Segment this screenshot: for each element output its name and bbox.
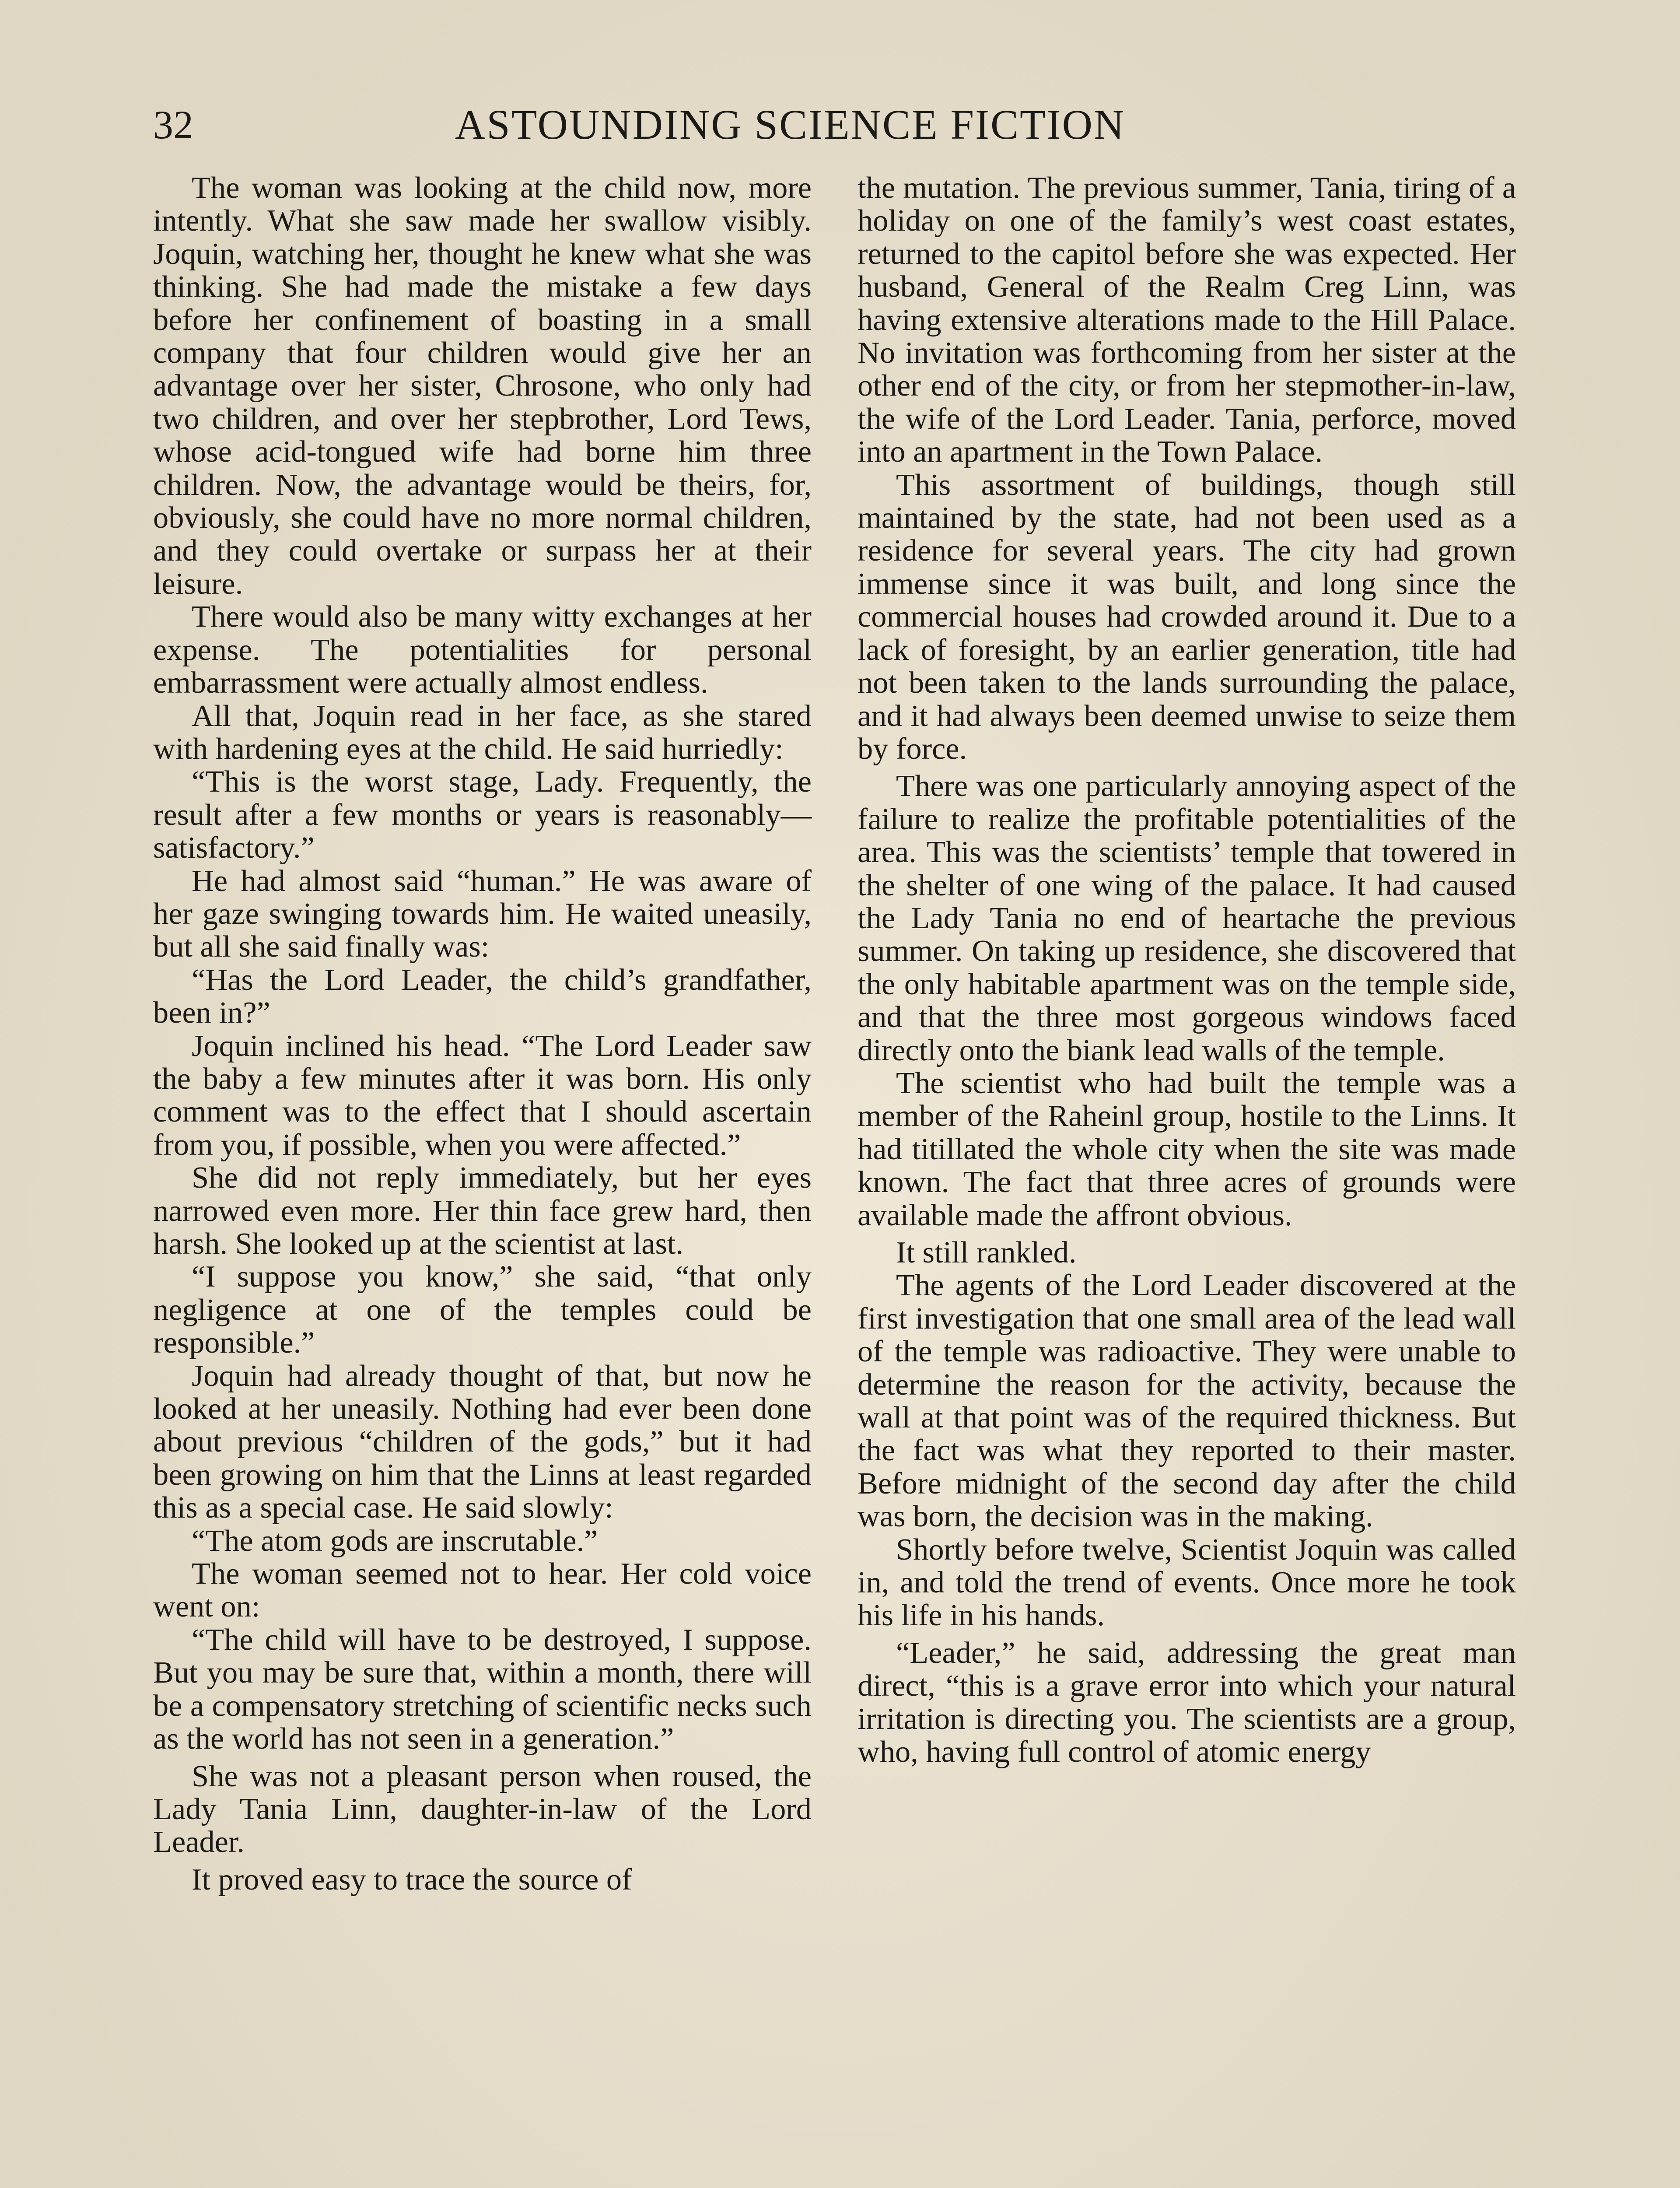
paragraph: He had almost said “human.” He was aware of her gaze swinging towards him. He waited uneasily, but all she said finally was: bbox=[153, 863, 812, 964]
paragraph: It proved easy to trace the source of bbox=[192, 1862, 632, 1897]
paragraph: “I suppose you know,” she said, “that only negligence at one of the temples could be responsible.” bbox=[153, 1259, 812, 1360]
paragraph: “Has the Lord Leader, the child’s grandfather, been in?” bbox=[153, 962, 812, 1030]
paragraph: It still rankled. bbox=[896, 1235, 1077, 1269]
paragraph: Shortly before twelve, Scientist Joquin was called in, and told the trend of events. Once more he took his life in his hands. bbox=[858, 1532, 1516, 1633]
paragraph: Joquin had already thought of that, but now he looked at her uneasily. Nothing had ever been done about previous “children of the gods,” but it had been growing on him that the Linns at least regarded this as a special case. He said slowly: bbox=[153, 1358, 812, 1525]
paragraph: The agents of the Lord Leader discovered at the first investigation that one small area of the lead wall of the temple was radioactive. They were unable to determine the reason for the activity, because the wall at that point was of the required thickness. But the fact was what they reported to their master. Before midnight of the second day after the child was born, the decision was in the making. bbox=[858, 1268, 1516, 1534]
right-column bbox=[858, 172, 1516, 1769]
paragraph: All that, Joquin read in her face, as she stared with hardening eyes at the child. He said hurriedly: bbox=[153, 698, 812, 766]
paragraph: the mutation. The previous summer, Tania, tiring of a holiday on one of the family’s west coast estates, returned to the capitol before she was expected. Her husband, General of the Realm Creg Linn, was having extensive alterations made to the Hill Palace. No invitation was forthcoming from her sister at the other end of the city, or from her stepmother-in-law, the wife of the Lord Leader. Tania, perforce, moved into an apartment in the Town Palace. bbox=[858, 171, 1516, 469]
paragraph: The scientist who had built the temple was a member of the Raheinl group, hostile to the Linns. It had titillated the whole city when the site was made known. The fact that three acres of grounds were available made the affront obvious. bbox=[858, 1066, 1516, 1232]
left-column bbox=[153, 172, 812, 1896]
paragraph: “Leader,” he said, addressing the great man direct, “this is a grave error into which your natural irritation is directing you. The scientists are a group, who, having full control of atomic energy bbox=[858, 1635, 1516, 1769]
paragraph: “The atom gods are inscrutable.” bbox=[192, 1523, 598, 1558]
paragraph: There was one particularly annoying aspect of the failure to realize the profitable potentialities of the area. This was the scientists’ temple that towered in the shelter of one wing of the palace. It had caused the Lady Tania no end of heartache the previous summer. On taking up residence, she discovered that the only habitable apartment was on the temple side, and that the three most gorgeous windows faced directly onto the biank lead walls of the temple. bbox=[858, 769, 1516, 1067]
paragraph: Joquin inclined his head. “The Lord Leader saw the baby a few minutes after it was born. His only comment was to the effect that I should ascertain from you, if possible, when you were affected.” bbox=[153, 1028, 812, 1162]
paragraph: This assortment of buildings, though still maintained by the state, had not been used as a residence for several years. The city had grown immense since it was built, and long since the commercial houses had crowded around it. Due to a lack of foresight, by an earlier generation, title had not been taken to the lands surrounding the palace, and it had always been deemed unwise to seize them by force. bbox=[858, 467, 1516, 766]
page-number: 32 bbox=[153, 102, 193, 147]
paragraph: “The child will have to be destroyed, I suppose. But you may be sure that, within a month, there will be a compensatory stretching of scientific necks such as the world has not seen in a generation.” bbox=[153, 1622, 812, 1756]
paragraph: She did not reply immediately, but her eyes narrowed even more. Her thin face grew hard, then harsh. She looked up at the scientist at last. bbox=[153, 1161, 812, 1261]
page-header bbox=[153, 94, 1544, 164]
paragraph: The woman seemed not to hear. Her cold voice went on: bbox=[153, 1557, 812, 1624]
paragraph: The woman was looking at the child now, more intently. What she saw made her swallow visibly. Joquin, watching her, thought he knew what she was thinking. She had made the mistake a few days before her confinement of boasting in a small company that four children would give her an advantage over her sister, Chrosone, who only had two children, and over her stepbrother, Lord Tews, whose acid-tongued wife had borne him three children. Now, the advantage would be theirs, for, obviously, she could have no more normal children, and they could overtake or surpass her at their leisure. bbox=[153, 171, 812, 601]
paragraph: She was not a pleasant person when roused, the Lady Tania Linn, daughter-in-law of the Lord Leader. bbox=[153, 1759, 812, 1859]
running-head: ASTOUNDING SCIENCE FICTION bbox=[455, 101, 1126, 148]
paragraph: “This is the worst stage, Lady. Frequently, the result after a few months or years is reasonably—satisfactory.” bbox=[153, 764, 812, 865]
paragraph: There would also be many witty exchanges at her expense. The potentialities for personal embarrassment were actually almost endless. bbox=[153, 600, 812, 700]
